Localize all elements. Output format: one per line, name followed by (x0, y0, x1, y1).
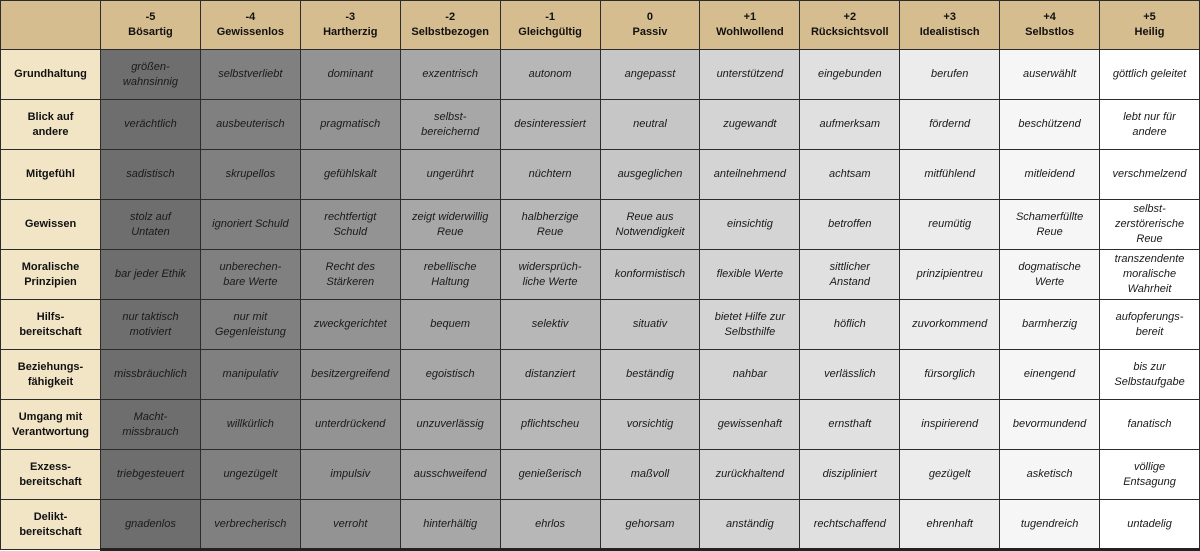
table-cell: betroffen (800, 200, 900, 250)
column-name: Heilig (1134, 26, 1165, 38)
column-level: +5 (1143, 11, 1156, 23)
table-cell: sadistisch (101, 150, 201, 200)
table-cell: hinterhältig (400, 500, 500, 550)
row-header: Beziehungs- fähigkeit (1, 350, 101, 400)
column-header (700, 1, 800, 50)
table-cell: nahbar (700, 350, 800, 400)
column-header (500, 1, 600, 50)
table-cell: verroht (300, 500, 400, 550)
table-cell: ausgeglichen (600, 150, 700, 200)
row-header: Mitgefühl (1, 150, 101, 200)
table-cell: sittlicher Anstand (800, 250, 900, 300)
column-header (600, 1, 700, 50)
table-cell: einsichtig (700, 200, 800, 250)
table-cell: unzuverlässig (400, 400, 500, 450)
row-header: Exzess- bereitschaft (1, 450, 101, 500)
row-header: Grundhaltung (1, 50, 101, 100)
table-row (1, 50, 1200, 100)
table-cell: pragmatisch (300, 100, 400, 150)
column-header (1000, 1, 1100, 50)
table-cell: dogmatische Werte (1000, 250, 1100, 300)
corner-cell (1, 1, 101, 50)
column-name: Gewissenlos (216, 26, 284, 38)
table-cell: neutral (600, 100, 700, 150)
table-cell: völlige Entsagung (1100, 450, 1200, 500)
table-cell: gehorsam (600, 500, 700, 550)
table-row (1, 150, 1200, 200)
table-cell: lebt nur für andere (1100, 100, 1200, 150)
table-cell: unterdrückend (300, 400, 400, 450)
table-cell: asketisch (1000, 450, 1100, 500)
table-cell: höflich (800, 300, 900, 350)
table-cell: eingebunden (800, 50, 900, 100)
table-cell: bequem (400, 300, 500, 350)
column-header (800, 1, 900, 50)
table-cell: stolz auf Untaten (101, 200, 201, 250)
table-cell: einengend (1000, 350, 1100, 400)
table-cell: bis zur Selbstaufgabe (1100, 350, 1200, 400)
table-cell: egoistisch (400, 350, 500, 400)
table-row (1, 450, 1200, 500)
table-cell: maßvoll (600, 450, 700, 500)
row-header: Delikt- bereitschaft (1, 500, 101, 550)
row-header: Umgang mit Verantwortung (1, 400, 101, 450)
column-name: Wohlwollend (716, 26, 784, 38)
table-cell: prinzipientreu (900, 250, 1000, 300)
table-cell: autonom (500, 50, 600, 100)
table-cell: vorsichtig (600, 400, 700, 450)
table-cell: fanatisch (1100, 400, 1200, 450)
table-cell: ungerührt (400, 150, 500, 200)
table-cell: ausschweifend (400, 450, 500, 500)
table-cell: zugewandt (700, 100, 800, 150)
row-header: Blick auf andere (1, 100, 101, 150)
table-cell: untadelig (1100, 500, 1200, 550)
table-cell: aufopferungs- bereit (1100, 300, 1200, 350)
table-row (1, 200, 1200, 250)
table-cell: bar jeder Ethik (101, 250, 201, 300)
table-cell: skrupellos (200, 150, 300, 200)
table-row (1, 350, 1200, 400)
table-cell: Reue aus Notwendigkeit (600, 200, 700, 250)
table-cell: anteilnehmend (700, 150, 800, 200)
table-cell: angepasst (600, 50, 700, 100)
column-level: +4 (1043, 11, 1056, 23)
table-cell: gezügelt (900, 450, 1000, 500)
column-name: Rücksichtsvoll (810, 26, 889, 38)
table-cell: tugendreich (1000, 500, 1100, 550)
column-name: Gleichgültig (518, 26, 582, 38)
row-header: Gewissen (1, 200, 101, 250)
table-cell: verlässlich (800, 350, 900, 400)
table-cell: mitleidend (1000, 150, 1100, 200)
table-cell: genießerisch (500, 450, 600, 500)
table-cell: ehrlos (500, 500, 600, 550)
column-level: -2 (445, 11, 456, 23)
table-cell: selbstverliebt (200, 50, 300, 100)
column-level: 0 (646, 11, 654, 23)
table-cell: impulsiv (300, 450, 400, 500)
table-cell: situativ (600, 300, 700, 350)
table-cell: gnadenlos (101, 500, 201, 550)
column-header (900, 1, 1000, 50)
column-level: +3 (943, 11, 956, 23)
table-cell: distanziert (500, 350, 600, 400)
table-cell: barmherzig (1000, 300, 1100, 350)
table-cell: fördernd (900, 100, 1000, 150)
table-row (1, 100, 1200, 150)
table-cell: transzendente moralische Wahrheit (1100, 250, 1200, 300)
table-cell: rechtschaffend (800, 500, 900, 550)
row-header: Moralische Prinzipien (1, 250, 101, 300)
table-cell: verschmelzend (1100, 150, 1200, 200)
table-cell: Recht des Stärkeren (300, 250, 400, 300)
table-cell: anständig (700, 500, 800, 550)
table-cell: selektiv (500, 300, 600, 350)
table-cell: rebellische Haltung (400, 250, 500, 300)
table-cell: exzentrisch (400, 50, 500, 100)
table-cell: göttlich geleitet (1100, 50, 1200, 100)
table-cell: widersprüch- liche Werte (500, 250, 600, 300)
column-name: Selbstbezogen (411, 26, 489, 38)
table-cell: achtsam (800, 150, 900, 200)
table-cell: nur mit Gegenleistung (200, 300, 300, 350)
table-row (1, 300, 1200, 350)
table-cell: dominant (300, 50, 400, 100)
table-cell: desinteressiert (500, 100, 600, 150)
column-level: +2 (843, 11, 857, 23)
table-cell: zurückhaltend (700, 450, 800, 500)
column-level: +1 (743, 11, 757, 23)
table-cell: verbrecherisch (200, 500, 300, 550)
column-name: Selbstlos (1025, 26, 1075, 38)
table-cell: rechtfertigt Schuld (300, 200, 400, 250)
table-cell: unterstützend (700, 50, 800, 100)
table-cell: inspirierend (900, 400, 1000, 450)
table-row (1, 250, 1200, 300)
table-cell: pflichtscheu (500, 400, 600, 450)
table-cell: Macht- missbrauch (101, 400, 201, 450)
column-level: -4 (245, 11, 256, 23)
table-cell: aufmerksam (800, 100, 900, 150)
column-name: Hartherzig (323, 26, 378, 38)
column-header (300, 1, 400, 50)
column-level: -1 (545, 11, 555, 23)
table-cell: ignoriert Schuld (200, 200, 300, 250)
table-cell: größen- wahnsinnig (101, 50, 201, 100)
table-cell: zweckgerichtet (300, 300, 400, 350)
column-header (200, 1, 300, 50)
table-row (1, 400, 1200, 450)
column-header (400, 1, 500, 50)
table-cell: ernsthaft (800, 400, 900, 450)
table-cell: beschützend (1000, 100, 1100, 150)
column-level: -5 (145, 11, 156, 23)
table-cell: diszipliniert (800, 450, 900, 500)
table-cell: zeigt widerwillig Reue (400, 200, 500, 250)
table-cell: flexible Werte (700, 250, 800, 300)
table-cell: triebgesteuert (101, 450, 201, 500)
table-cell: halbherzige Reue (500, 200, 600, 250)
table-cell: beständig (600, 350, 700, 400)
table-cell: gewissenhaft (700, 400, 800, 450)
table-cell: nur taktisch motiviert (101, 300, 201, 350)
table-cell: bietet Hilfe zur Selbsthilfe (700, 300, 800, 350)
column-level: -3 (345, 11, 356, 23)
table-body (1, 50, 1200, 550)
table-cell: auserwählt (1000, 50, 1100, 100)
table-cell: selbst- zerstörerische Reue (1100, 200, 1200, 250)
table-cell: fürsorglich (900, 350, 1000, 400)
column-name: Idealistisch (919, 26, 980, 38)
table-cell: ausbeuterisch (200, 100, 300, 150)
header-row (1, 1, 1200, 50)
column-header (101, 1, 201, 50)
table-cell: nüchtern (500, 150, 600, 200)
table-cell: mitfühlend (900, 150, 1000, 200)
table-row (1, 500, 1200, 550)
column-name: Passiv (632, 26, 668, 38)
table-cell: gefühlskalt (300, 150, 400, 200)
table-cell: zuvorkommend (900, 300, 1000, 350)
table-cell: unberechen- bare Werte (200, 250, 300, 300)
table-cell: manipulativ (200, 350, 300, 400)
table-cell: ungezügelt (200, 450, 300, 500)
table-cell: reumütig (900, 200, 1000, 250)
table-cell: bevormundend (1000, 400, 1100, 450)
column-header (1100, 1, 1200, 50)
row-header: Hilfs- bereitschaft (1, 300, 101, 350)
table-cell: verächtlich (101, 100, 201, 150)
table-cell: missbräuchlich (101, 350, 201, 400)
table-cell: Schamerfüllte Reue (1000, 200, 1100, 250)
table-cell: besitzergreifend (300, 350, 400, 400)
table-cell: ehrenhaft (900, 500, 1000, 550)
table-cell: selbst- bereichernd (400, 100, 500, 150)
table-cell: konformistisch (600, 250, 700, 300)
table-cell: willkürlich (200, 400, 300, 450)
table-cell: berufen (900, 50, 1000, 100)
column-name: Bösartig (128, 26, 173, 38)
